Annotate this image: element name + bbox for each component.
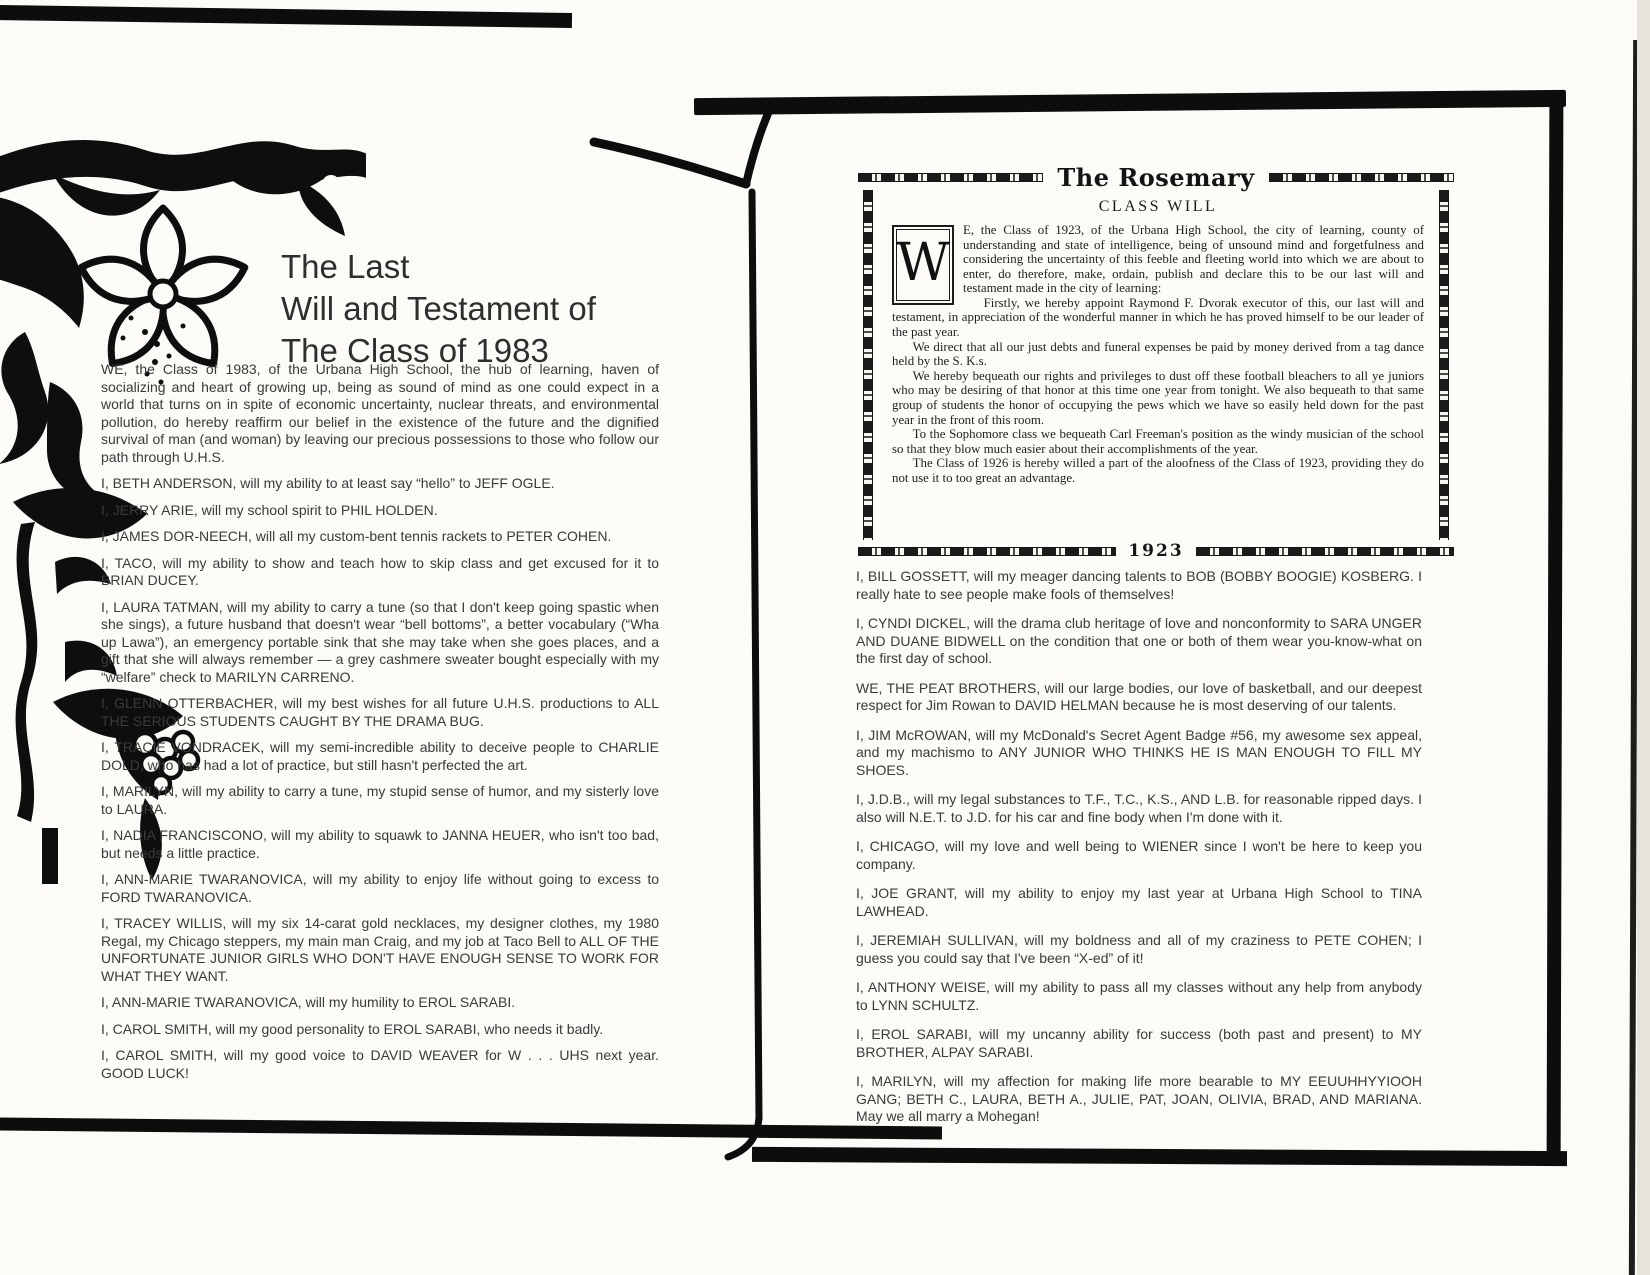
will-intro-paragraph: WE, the Class of 1983, of the Urbana High School, the hub of learning, haven of socializing and heart of growing up, being as sound of mind as one could expect in a world that turns on in spite of economic uncertainty, nuclear threats, and environmental pollution, do hereby reaffirm our belief in the existence of the future and the dignified survival of man (and woman) by leaving our precious possessions to those who follow our path through U.H.S. xyxy=(101,361,659,465)
will-item: I, JOE GRANT, will my ability to enjoy my last year at Urbana High School to TINA LAWHEAD. xyxy=(856,885,1422,919)
will-item: I, LAURA TATMAN, will my ability to carry a tune (so that I don't keep going spastic when she sings), a future husband that doesn't wear “bell bottoms”, a better vocabulary (“Wha up Lawa”), an emergency portable sink that she may take when she goes places, and a gift that she will always remember — a grey cashmere sweater bought especially with my “welfare” check to MARILYN CARRENO. xyxy=(101,598,659,685)
page-title-line: Will and Testament of xyxy=(281,289,596,327)
left-page-top-edge xyxy=(0,5,572,28)
will-item: I, MARILYN, will my ability to carry a tune, my stupid sense of humor, and my sisterly love to LAURA. xyxy=(101,783,659,817)
right-will-column xyxy=(856,568,1422,1138)
drop-cap-initial: W xyxy=(892,225,954,305)
class-will-heading: CLASS WILL xyxy=(1098,198,1218,215)
left-will-items xyxy=(101,475,659,1082)
will-item: I, TRACEY WILLIS, will my six 14-carat gold necklaces, my designer clothes, my 1980 Regal, my Chicago steppers, my main man Craig, and my job at Taco Bell to ALL OF THE UNFORTUNATE JUNIOR GIRLS WHO DON'T HAVE ENOUGH SENSE TO WORK FOR WHAT THEY WANT. xyxy=(101,915,659,984)
will-item: I, ANTHONY WEISE, will my ability to pass all my classes without any help from anybody to LYNN SCHULTZ. xyxy=(856,979,1422,1013)
rosemary-paragraph: To the Sophomore class we bequeath Carl Freeman's position as the windy musician of the school so that they blow much easier about their accomplishments of the year. xyxy=(892,427,1424,456)
will-item: I, ANN-MARIE TWARANOVICA, will my humility to EROL SARABI. xyxy=(101,994,516,1010)
ornamental-rule xyxy=(1269,173,1454,182)
will-item: I, J.D.B., will my legal substances to T.F., T.C., K.S., AND L.B. for reasonable ripped days. I also will N.E.T. to J.D. for his car and fine body when I'm done with it. xyxy=(856,791,1422,825)
will-item: I, JERRY ARIE, will my school spirit to PHIL HOLDEN. xyxy=(101,501,438,518)
rosemary-bottom-border xyxy=(858,538,1454,564)
right-page-top-border xyxy=(694,90,1566,115)
rosemary-left-border xyxy=(863,190,873,540)
page-edge-strip xyxy=(1637,0,1650,1275)
rosemary-first-paragraph xyxy=(892,223,1424,296)
rosemary-year-label: 1923 xyxy=(1128,541,1184,561)
will-item: I, TRACIE VONDRACEK, will my semi-incredible ability to deceive people to CHARLIE DOLD, who has had a lot of practice, but still hasn't perfected the art. xyxy=(101,739,659,773)
will-item: I, GLENN OTTERBACHER, will my best wishes for all future U.H.S. productions to ALL THE SERIOUS STUDENTS CAUGHT BY THE DRAMA BUG. xyxy=(101,695,659,729)
rosemary-paragraphs xyxy=(892,296,1424,486)
will-item: I, CHICAGO, will my love and well being to WIENER since I won't be here to keep you company. xyxy=(856,838,1422,872)
left-page-bottom-edge xyxy=(0,1117,942,1139)
rosemary-header: The Rosemary xyxy=(1057,162,1255,192)
rosemary-paragraph: Firstly, we hereby appoint Raymond F. Dvorak executor of this, our last will and testament, in appreciation of the wonderful manner in which he has proved himself to be our leader of the past year. xyxy=(892,295,1424,340)
page-title-line: The Class of 1983 xyxy=(281,331,549,369)
right-page-bottom-border xyxy=(752,1147,1567,1166)
page-title xyxy=(281,246,701,372)
ornament-tail-bar xyxy=(42,828,58,884)
will-item: I, TACO, will my ability to show and teach how to skip class and get excused for it to BRIAN DUCEY. xyxy=(101,554,659,588)
will-item: I, ANN-MARIE TWARANOVICA, will my ability to enjoy life without going to excess to FORD TWARANOVICA. xyxy=(101,871,659,905)
rosemary-paragraph: We hereby bequeath our rights and privileges to dust off these football bleachers to all ye juniors who may be desiring of that honor at this time one year from tonight. We also bequeath to that same group of students the honor of occupying the pews which we have so easily held down for the past year in the front of this room. xyxy=(892,368,1424,427)
will-item: WE, THE PEAT BROTHERS, will our large bodies, our love of basketball, and our deepest respect for Jim Rowan to DAVID HELMAN because he is most deserving of our talents. xyxy=(856,679,1422,713)
rosemary-paragraph: We direct that all our just debts and funeral expenses be paid by money derived from a tag dance held by the S. K.s. xyxy=(892,339,1424,369)
ornamental-rule xyxy=(1196,547,1454,556)
will-item: I, EROL SARABI, will my uncanny ability for success (both past and present) to MY BROTHER, ALPAY SARABI. xyxy=(856,1026,1422,1060)
rosemary-1923-box xyxy=(858,162,1454,562)
rosemary-top-border xyxy=(858,164,1454,190)
will-item: I, MARILYN, will my affection for making life more bearable to MY EEUUHHYYIOOH GANG; BETH C., LAURA, BETH A., JULIE, PAT, JOAN, OLIVIA, BRAD, AND MARIANA. May we all marry a Mohegan! xyxy=(856,1073,1422,1124)
will-item: I, JAMES DOR-NEECH, will all my custom-bent tennis rackets to PETER COHEN. xyxy=(101,528,612,544)
right-page-right-border xyxy=(1547,97,1564,1163)
will-item: I, NADIA FRANCISCONO, will my ability to squawk to JANNA HEUER, who isn't too bad, but needs a little practice. xyxy=(101,827,659,861)
left-will-column xyxy=(101,361,659,1091)
will-item: I, BILL GOSSETT, will my meager dancing talents to BOB (BOBBY BOOGIE) KOSBERG. I really hate to see people make fools of themselves! xyxy=(856,568,1422,602)
page-title-line: The Last xyxy=(281,248,410,285)
will-item: I, JEREMIAH SULLIVAN, will my boldness and all of my craziness to PETE COHEN; I guess you could say that I've been “X-ed” of it! xyxy=(856,932,1422,966)
will-item: I, CAROL SMITH, will my good voice to DAVID WEAVER for W . . . UHS next year. GOOD LUCK! xyxy=(101,1047,659,1081)
will-item: I, CAROL SMITH, will my good personality to EROL SARABI, who needs it badly. xyxy=(101,1020,604,1037)
rosemary-content xyxy=(892,196,1424,538)
will-item: I, BETH ANDERSON, will my ability to at least say “hello” to JEFF OGLE. xyxy=(101,475,555,491)
will-item: I, CYNDI DICKEL, will the drama club heritage of love and nonconformity to SARA UNGER AND DUANE BIDWELL on the condition that one or both of them wear you-know-what on the first day of school. xyxy=(856,615,1422,666)
rosemary-right-border xyxy=(1439,190,1449,540)
rosemary-paragraph: The Class of 1926 is hereby willed a part of the aloofness of the Class of 1923, providing they do not use it to too great an advantage. xyxy=(892,456,1424,485)
ornamental-rule xyxy=(858,547,1116,556)
will-item: I, JIM McROWAN, will my McDonald's Secret Agent Badge #56, my awesome sex appeal, and my machismo to ANY JUNIOR WHO THINKS HE IS MAN ENOUGH TO FILL MY SHOES. xyxy=(856,726,1422,778)
ornamental-rule xyxy=(858,173,1043,182)
rosemary-first-paragraph-text: E, the Class of 1923, of the Urbana High School, the city of learning, county of understanding and state of intelligence, being of unsound mind and forgetfulness and considering the uncertainty of this feeble and fleeting world into which we are about to enter, do therefore, make, ordain, publish and declare this to be our last will and testament made in the city of learning: xyxy=(963,223,1424,296)
